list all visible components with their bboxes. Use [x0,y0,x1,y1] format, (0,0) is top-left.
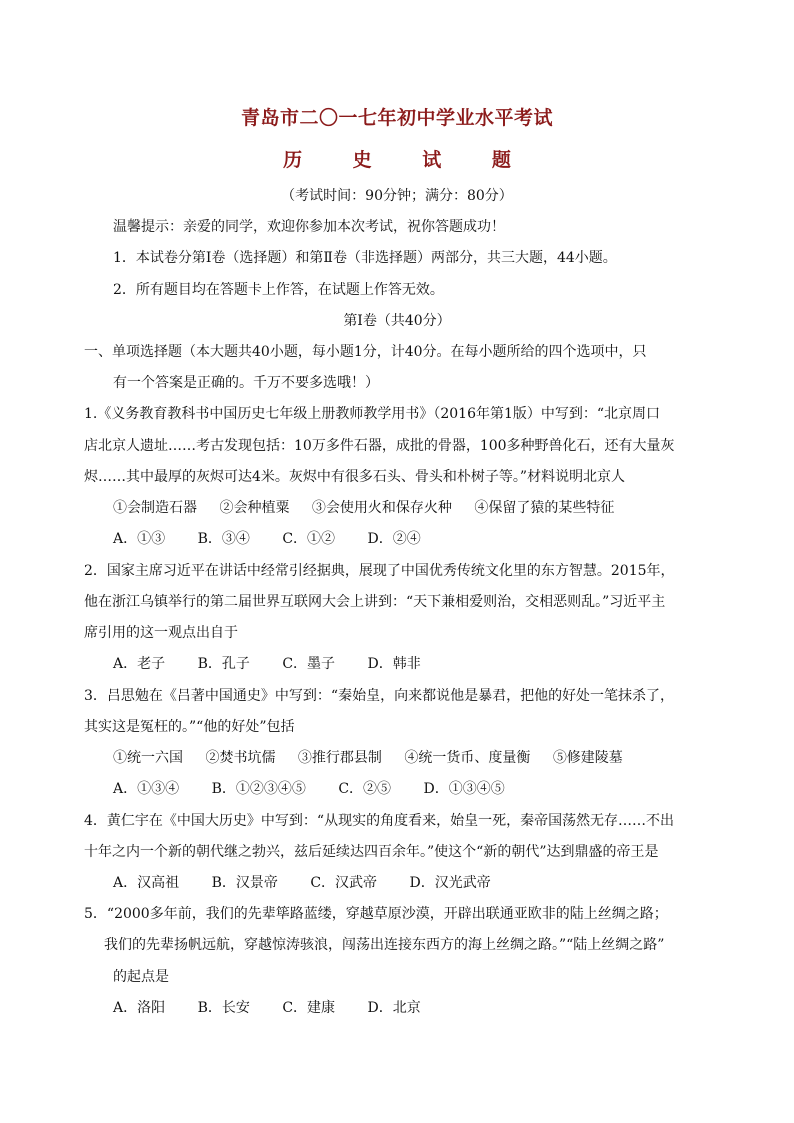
choice-d: D．韩非 [367,656,421,672]
choice-a: A．老子 [113,656,166,672]
choice-a: A．①③④ [113,781,180,797]
choice-c: C．②⑤ [338,781,392,797]
note-2: 2．所有题目均在答题卡上作答，在试题上作答无效。 [113,282,444,298]
statement: ①会制造石器 [113,500,197,516]
choice-c: C．汉武帝 [310,875,378,891]
choice-b: B．①②③④⑤ [211,781,306,797]
question-3-line-2: 其实这是冤枉的。”“他的好处”包括 [84,719,295,735]
section-title: 第Ⅰ卷（共40分） [343,313,451,329]
choice-c: C．建康 [282,1000,336,1016]
question-5-choices [113,998,449,1018]
question-2-line-1: 2．国家主席习近平在讲话中经常引经据典，展现了中国优秀传统文化里的东方智慧。2015年， [84,563,675,579]
choice-c: C．①② [282,531,336,547]
choice-a: A．洛阳 [113,1000,166,1016]
greeting-note: 温馨提示：亲爱的同学，欢迎你参加本次考试，祝你答题成功！ [113,219,505,235]
choice-a: A．汉高祖 [113,875,180,891]
question-4-line-1: 4．黄仁宇在《中国大历史》中写到：“从现实的角度看来，始皇一死，秦帝国荡然无存……不出 [84,813,675,829]
question-3-statements [113,748,641,768]
question-3-choices [113,779,533,799]
question-1-line-2: 店北京人遗址……考古发现包括：10万多件石器，成批的骨器，100多种野兽化石，还有大量灰 [84,438,675,454]
choice-b: B．③④ [197,531,250,547]
question-1-line-1: 1.《义务教育教科书中国历史七年级上册教师教学用书》（2016年第1版）中写到：“北京周口 [84,406,661,422]
statement: ⑤修建陵墓 [552,750,623,766]
choice-d: D．①③④⑤ [423,781,505,797]
statement: ④统一货币、度量衡 [404,750,531,766]
choice-b: B．孔子 [197,656,250,672]
statement: ③会使用火和保存火种 [311,500,452,516]
question-1-statements [113,498,632,518]
statement: ②焚书坑儒 [205,750,276,766]
section-instruction: 一、单项选择题（本大题共40小题，每小题1分，计40分。在每小题所给的四个选项中，只 [84,344,647,360]
choice-d: D．汉光武帝 [409,875,491,891]
statement: ④保留了猿的某些特征 [474,500,615,516]
question-5-line-1: 5．“2000多年前，我们的先辈筚路蓝缕，穿越草原沙漠，开辟出联通亚欧非的陆上丝绸之路； [84,906,668,922]
section-instruction-cont: 有一个答案是正确的。千万不要多选哦！） [113,375,379,391]
question-2-choices [113,654,449,674]
question-4-choices [113,873,519,893]
subject-title: 历 史 试 题 [283,149,533,171]
statement: ②会种植粟 [219,500,290,516]
exam-title: 青岛市二〇一七年初中学业水平考试 [240,107,553,129]
choice-c: C．墨子 [282,656,336,672]
choice-d: D．②④ [367,531,421,547]
question-2-line-3: 席引用的这一观点出自于 [84,625,238,641]
exam-info: （考试时间：90分钟；满分：80分） [281,188,513,204]
question-3-line-1: 3．吕思勉在《吕著中国通史》中写到：“秦始皇，向来都说他是暴君，把他的好处一笔抹杀了， [84,688,675,704]
question-1-line-3: 烬……其中最厚的灰烬可达4米。灰烬中有很多石头、骨头和朴树子等。”材料说明北京人 [84,469,626,485]
choice-a: A．①③ [113,531,166,547]
statement: ①统一六国 [113,750,183,766]
question-5-line-2: 我们的先辈扬帆远航，穿越惊涛骇浪，闯荡出连接东西方的海上丝绸之路。”“陆上丝绸之路” [104,937,665,953]
question-1-choices [113,529,449,549]
question-2-line-2: 他在浙江乌镇举行的第二届世界互联网大会上讲到：“天下兼相爱则治，交相恶则乱。”习近平主 [84,594,666,610]
note-1: 1．本试卷分第Ⅰ卷（选择题）和第Ⅱ卷（非选择题）两部分，共三大题，44小题。 [113,250,617,266]
choice-d: D．北京 [367,1000,421,1016]
statement: ③推行郡县制 [297,750,382,766]
choice-b: B．长安 [197,1000,250,1016]
question-4-line-2: 十年之内一个新的朝代继之勃兴，兹后延续达四百余年。”使这个“新的朝代”达到鼎盛的帝王是 [84,844,659,860]
question-5-line-3: 的起点是 [113,969,169,985]
choice-b: B．汉景帝 [211,875,278,891]
